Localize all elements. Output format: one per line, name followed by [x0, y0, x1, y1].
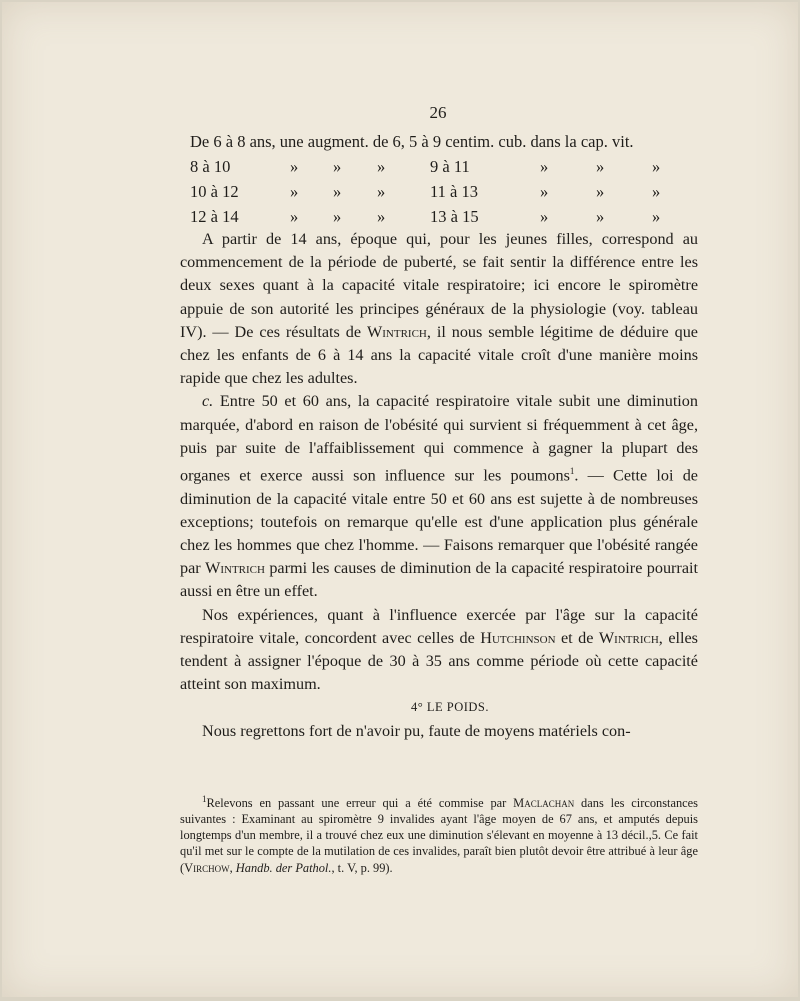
ditto-mark: » — [540, 157, 549, 176]
text-run: , elles tendent à assigner l'époque de 30 à 35 ans comme période où cette capacité atteint son maximum. — [180, 628, 698, 694]
ditto-mark: » — [596, 182, 605, 201]
ditto-mark: » — [652, 207, 661, 226]
ditto-mark: » — [596, 207, 605, 226]
ditto-mark: » — [333, 207, 342, 226]
ditto-mark: » — [377, 157, 386, 176]
paragraph — [180, 390, 698, 603]
capacity-increase: 9 à 11 — [430, 157, 470, 176]
ditto-mark: » — [377, 182, 386, 201]
author-name: Wintrich — [366, 322, 427, 341]
author-name: Hutchinson — [480, 628, 556, 647]
ditto-mark: » — [290, 157, 299, 176]
age-range: 8 à 10 — [190, 157, 231, 176]
author-name: Maclachan — [513, 796, 575, 811]
book-title: Handb. der Pathol. — [235, 860, 332, 875]
body-text — [180, 228, 698, 743]
capacity-increase: 13 à 15 — [430, 207, 479, 226]
ditto-mark: » — [540, 207, 549, 226]
author-name: Virchow — [184, 860, 230, 875]
text-run: A partir de 14 ans, époque qui, pour les jeunes filles, correspond au commencement de la période de puberté, se fait sentir la différence entre les deux sexes quant à la capacité vitale respiratoire; ici encore le spiromètre appuie de son autorité les principes généraux de la physiologie (voy. tableau IV). — De ces résultats de — [180, 230, 698, 341]
footnote-ref: 1 — [569, 466, 575, 477]
text-run: , — [229, 860, 236, 875]
text-run: Relevons en passant une erreur qui a été commise par — [206, 796, 514, 811]
page-number: 26 — [429, 103, 447, 122]
ditto-mark: » — [652, 182, 661, 201]
document-page — [2, 2, 798, 997]
text-run: et de — [555, 628, 599, 647]
text-run: , il nous semble légitime de déduire que chez les enfants de 6 à 14 ans la capacité vitale croît d'une manière moins rapide que chez les adultes. — [180, 322, 698, 388]
ditto-mark: » — [333, 182, 342, 201]
age-range: 12 à 14 — [190, 207, 239, 226]
text-run: . — Cette loi de diminution de la capacité vitale entre 50 et 60 ans est sujette à de nombreuses exceptions; toutefois on remarque qu'elle est d'une application plus générale chez les hommes que chez l'homme. — Faisons remarquer que l'obésité rangée par — [180, 466, 698, 578]
paragraph — [180, 604, 698, 697]
author-name: Wintrich — [205, 559, 265, 578]
text-run: parmi les causes de diminution de la capacité respiratoire pourrait aussi en être un effet. — [180, 559, 698, 601]
author-name: Wintrich — [598, 628, 659, 647]
age-capacity-table — [190, 132, 700, 232]
text-run: Nos expériences, quant à l'influence exercée par l'âge sur la capacité respiratoire vitale, concordent avec celles de — [180, 605, 698, 647]
paragraph — [180, 228, 698, 390]
footnote-marker: 1 — [202, 794, 207, 804]
ditto-mark: » — [596, 157, 605, 176]
ditto-mark: » — [540, 182, 549, 201]
footnote-text — [180, 791, 698, 876]
ditto-mark: » — [290, 207, 299, 226]
table-first-row-text: De 6 à 8 ans, une augment. de 6, 5 à 9 centim. cub. dans la cap. vit. — [190, 132, 634, 151]
ditto-mark: » — [377, 207, 386, 226]
age-range: 10 à 12 — [190, 182, 239, 201]
table-row — [190, 182, 700, 207]
capacity-increase: 11 à 13 — [430, 182, 478, 201]
table-row — [190, 157, 700, 182]
paragraph: Nous regrettons fort de n'avoir pu, faute de moyens matériels con- — [202, 721, 631, 740]
footnote — [180, 791, 698, 876]
text-run: Entre 50 et 60 ans, la capacité respiratoire vitale subit une diminution marquée, d'abord en raison de l'obésité qui survient si fréquemment à cet âge, puis par suite de l'affaiblissement qui commence à gagner la plupart des organes et exerce aussi son influence sur les poumons — [180, 392, 698, 485]
section-label: c. — [202, 392, 214, 411]
text-run: dans les circonstances suivantes : Examinant au spiromètre 9 invalides ayant l'âge moyen de 67 ans, et amputés depuis longtemps d'un membre, il a trouvé chez eux une diminution s'élevant en moyenne à 13 décil.,5. Ce fait qu'il met sur le compte de la mutilation de ces invalides, paraît bien plutôt devoir être attribué à leur âge ( — [180, 796, 698, 875]
text-run: , t. V, p. 99). — [331, 860, 393, 875]
ditto-mark: » — [333, 157, 342, 176]
table-row-first — [190, 132, 700, 157]
ditto-mark: » — [652, 157, 661, 176]
section-heading: 4° LE POIDS. — [410, 700, 489, 715]
ditto-mark: » — [290, 182, 299, 201]
